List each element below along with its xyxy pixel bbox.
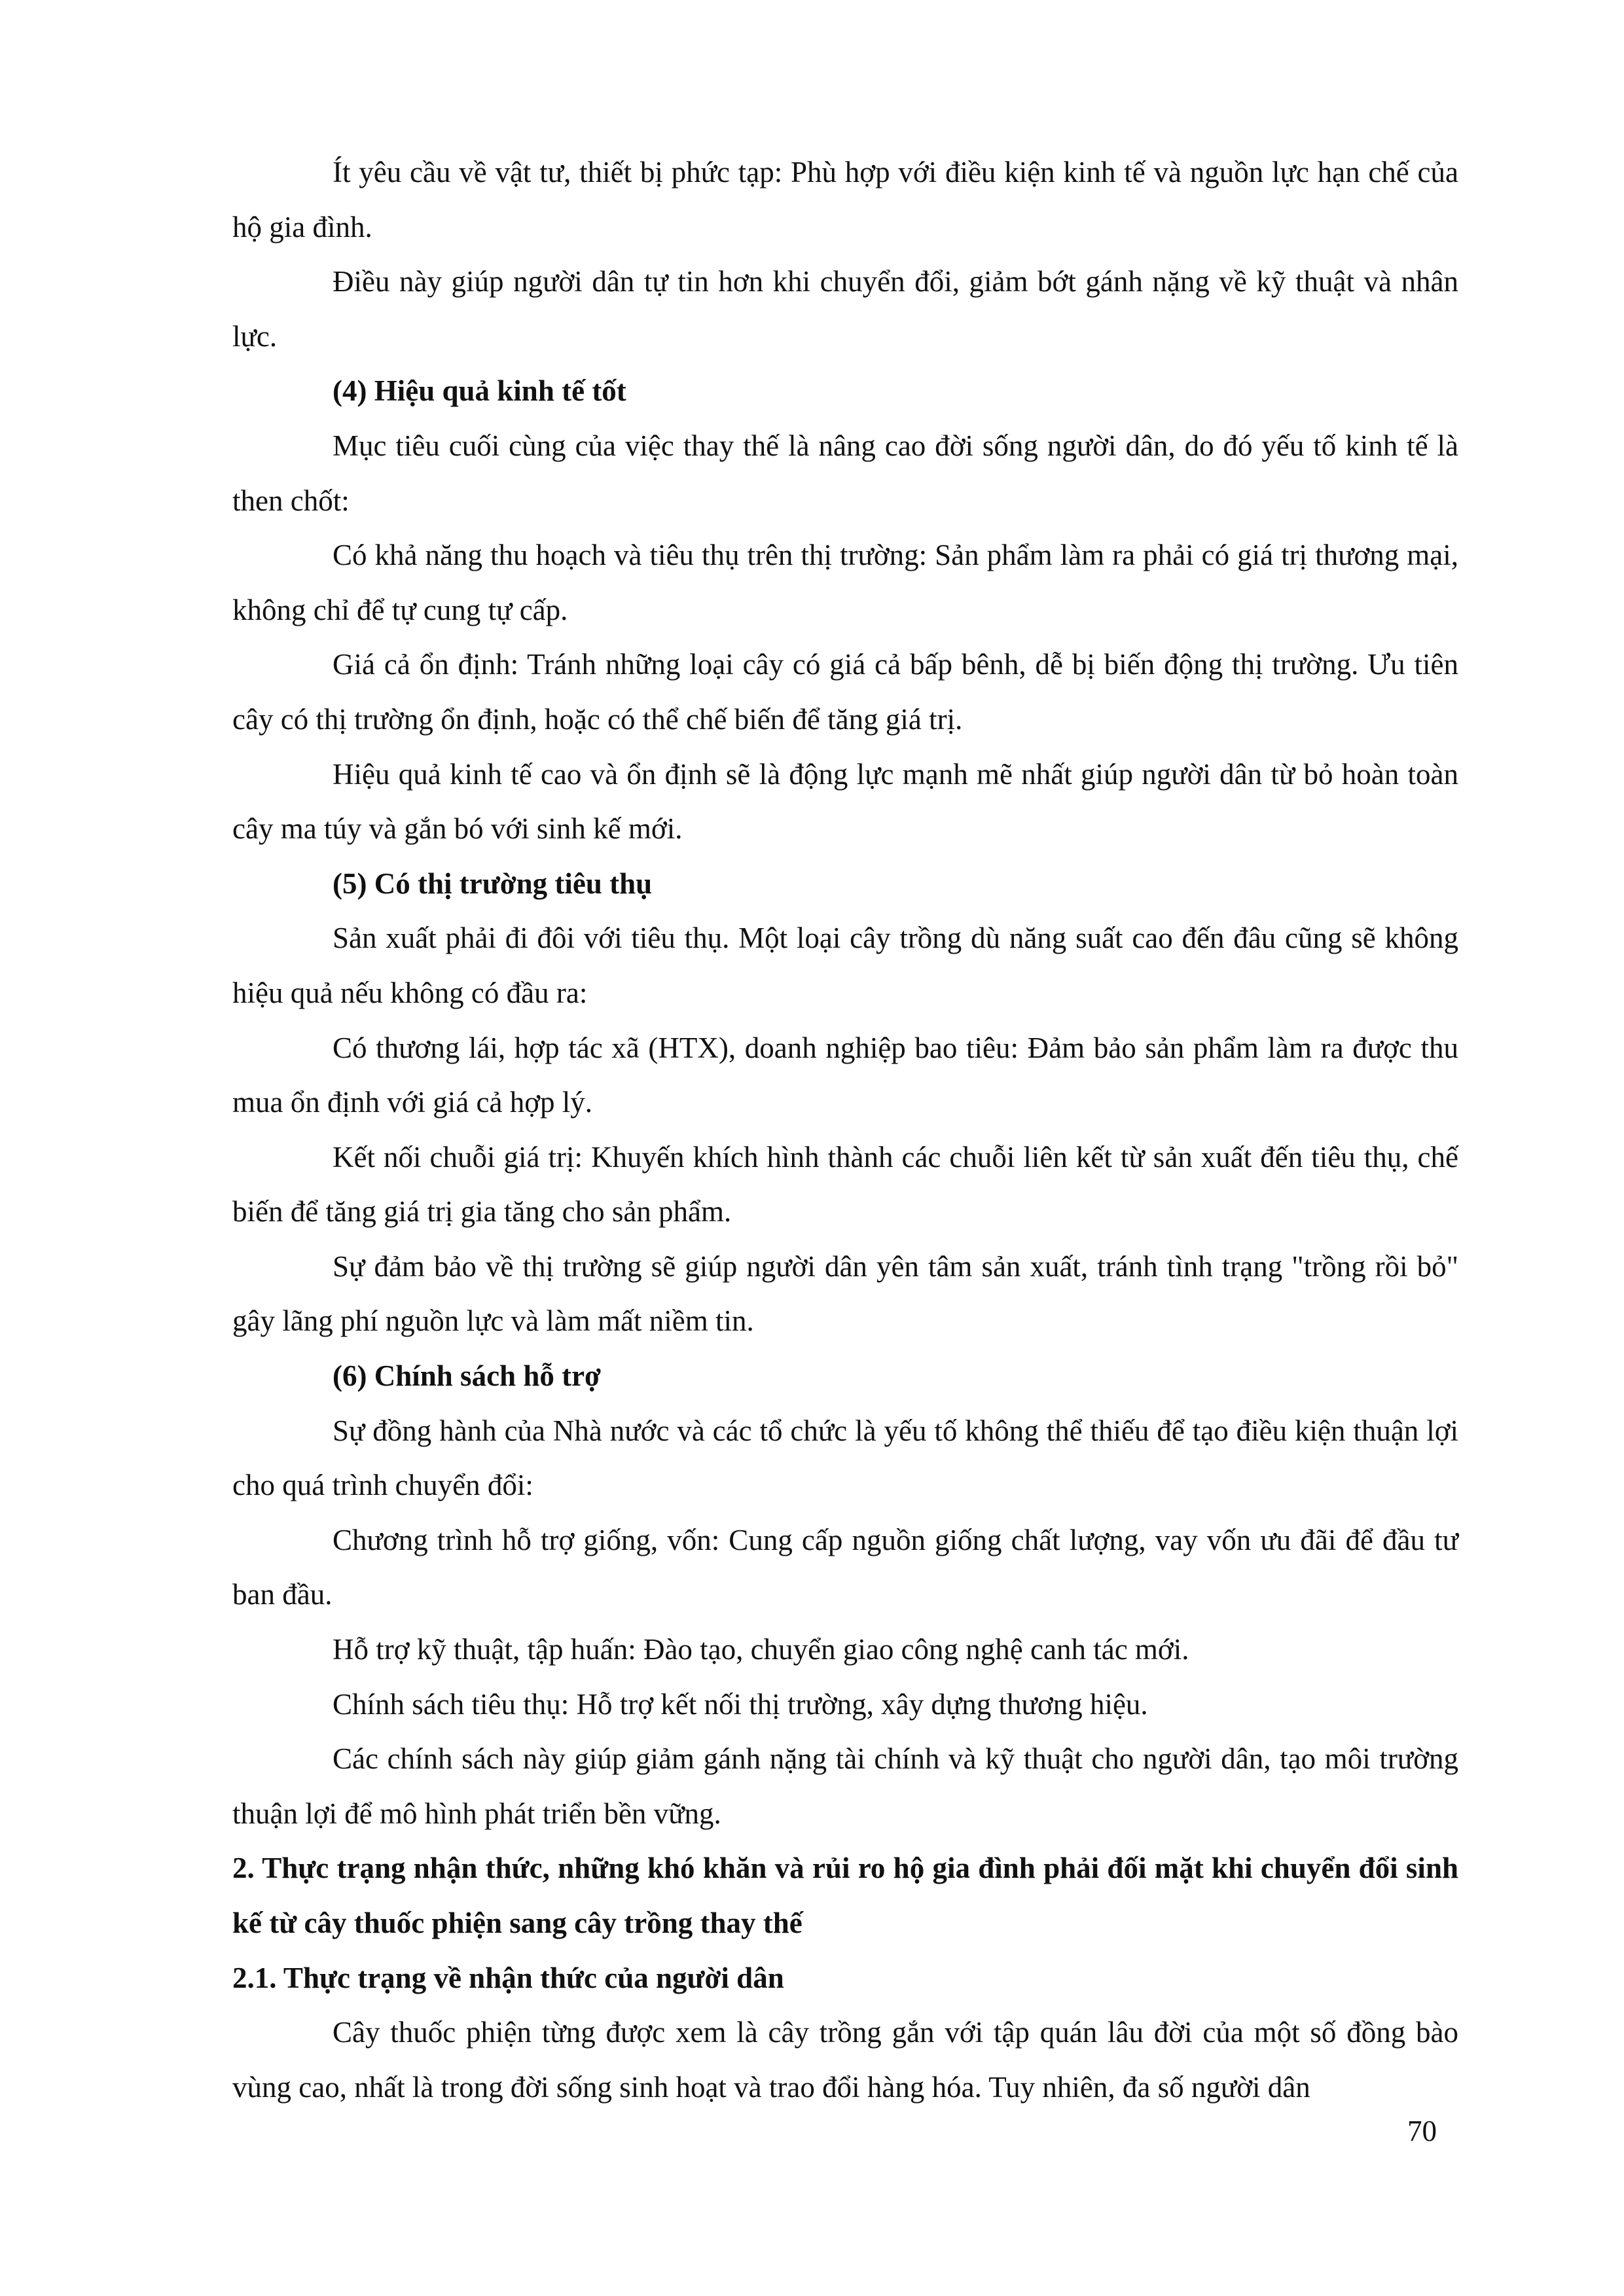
paragraph: Sự đồng hành của Nhà nước và các tổ chức là yếu tố không thể thiếu để tạo điều kiện thuận lợi cho quá trình chuyển đổi: <box>232 1414 1458 1502</box>
paragraph: Hiệu quả kinh tế cao và ổn định sẽ là động lực mạnh mẽ nhất giúp người dân từ bỏ hoàn toàn cây ma túy và gắn bó với sinh kế mới. <box>232 757 1458 846</box>
page-number: 70 <box>1407 2115 1437 2147</box>
paragraph: Ít yêu cầu về vật tư, thiết bị phức tạp: Phù hợp với điều kiện kinh tế và nguồn lực hạn chế của hộ gia đình. <box>232 156 1458 243</box>
paragraph: Mục tiêu cuối cùng của việc thay thế là nâng cao đời sống người dân, do đó yếu tố kinh tế là then chốt: <box>232 429 1458 517</box>
subsection-heading: 2.1. Thực trạng về nhận thức của người dân <box>232 1961 784 1994</box>
section-heading: (6) Chính sách hỗ trợ <box>333 1359 601 1393</box>
section-heading: (4) Hiệu quả kinh tế tốt <box>333 374 626 408</box>
paragraph: Hỗ trợ kỹ thuật, tập huấn: Đào tạo, chuyển giao công nghệ canh tác mới. <box>333 1633 1189 1666</box>
paragraph: Các chính sách này giúp giảm gánh nặng tài chính và kỹ thuật cho người dân, tạo môi trường thuận lợi để mô hình phát triển bền vững. <box>232 1742 1458 1830</box>
section-heading: (5) Có thị trường tiêu thụ <box>333 867 653 900</box>
paragraph: Cây thuốc phiện từng được xem là cây trồng gắn với tập quán lâu đời của một số đồng bào vùng cao, nhất là trong đời sống sinh hoạt và trao đổi hàng hóa. Tuy nhiên, đa số người dân <box>232 2016 1458 2104</box>
paragraph: Kết nối chuỗi giá trị: Khuyến khích hình thành các chuỗi liên kết từ sản xuất đến tiêu thụ, chế biến để tăng giá trị gia tăng cho sản phẩm. <box>232 1140 1458 1229</box>
paragraph: Sự đảm bảo về thị trường sẽ giúp người dân yên tâm sản xuất, tránh tình trạng "trồng rồi bỏ" gây lãng phí nguồn lực và làm mất niềm tin. <box>232 1249 1458 1338</box>
paragraph: Giá cả ổn định: Tránh những loại cây có giá cả bấp bênh, dễ bị biến động thị trường. Ưu tiên cây có thị trường ổn định, hoặc có thể chế biến để tăng giá trị. <box>232 648 1458 736</box>
paragraph: Chương trình hỗ trợ giống, vốn: Cung cấp nguồn giống chất lượng, vay vốn ưu đãi để đầu tư ban đầu. <box>232 1523 1458 1611</box>
document-body <box>232 145 1458 2115</box>
paragraph: Sản xuất phải đi đôi với tiêu thụ. Một loại cây trồng dù năng suất cao đến đâu cũng sẽ không hiệu quả nếu không có đầu ra: <box>232 922 1458 1009</box>
chapter-heading: 2. Thực trạng nhận thức, những khó khăn và rủi ro hộ gia đình phải đối mặt khi chuyển đổi sinh kế từ cây thuốc phiện sang cây trồng thay thế <box>232 1852 1458 1939</box>
paragraph: Có thương lái, hợp tác xã (HTX), doanh nghiệp bao tiêu: Đảm bảo sản phẩm làm ra được thu mua ổn định với giá cả hợp lý. <box>232 1031 1458 1119</box>
paragraph: Có khả năng thu hoạch và tiêu thụ trên thị trường: Sản phẩm làm ra phải có giá trị thương mại, không chỉ để tự cung tự cấp. <box>232 539 1458 626</box>
paragraph: Chính sách tiêu thụ: Hỗ trợ kết nối thị trường, xây dựng thương hiệu. <box>333 1687 1148 1721</box>
paragraph: Điều này giúp người dân tự tin hơn khi chuyển đổi, giảm bớt gánh nặng về kỹ thuật và nhân lực. <box>232 265 1458 353</box>
